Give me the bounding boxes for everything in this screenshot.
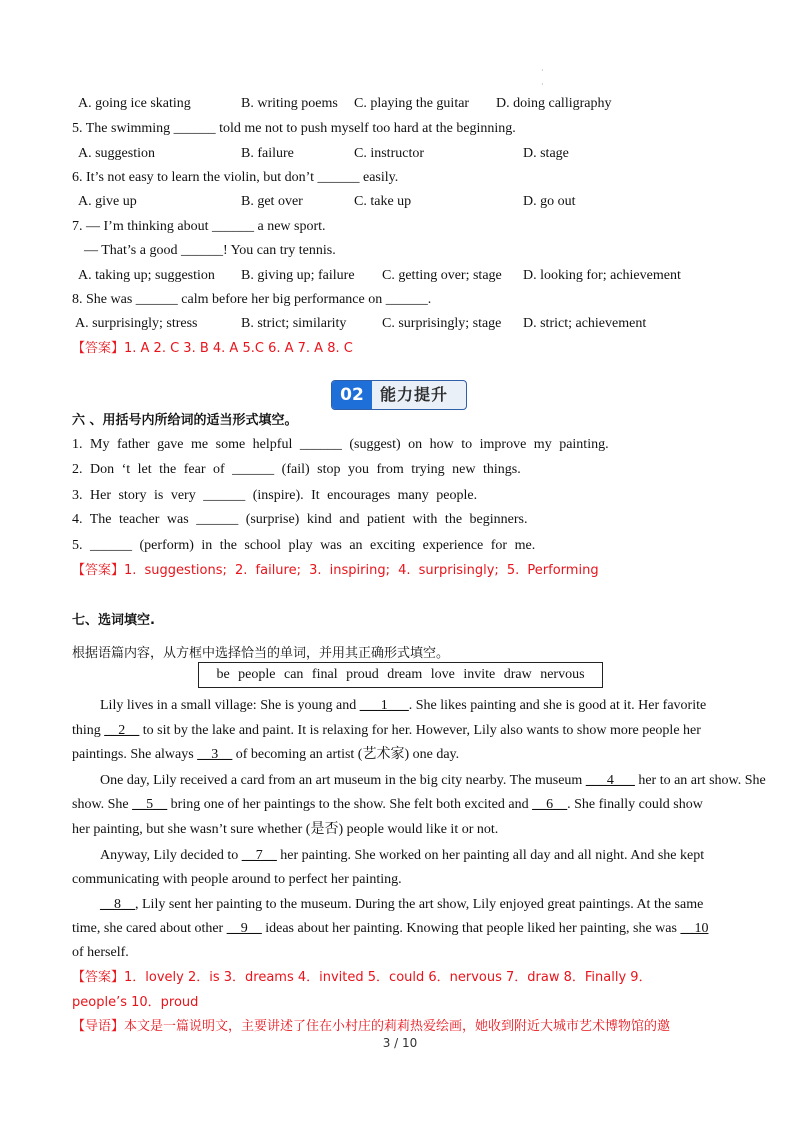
blank-6: __6__ [532,797,568,812]
q6-option-c: C. take up [354,194,412,209]
blank-2: __2__ [104,723,140,738]
section7-answer-cont: people’s 10．proud [72,995,199,1010]
q8-option-b: B. strict; similarity [241,316,347,331]
answer-key-part1: 【答案】1. A 2. C 3. B 4. A 5.C 6. A 7. A 8. C [72,341,353,356]
page-mark: · [541,80,544,89]
badge-number: 02 [332,381,372,409]
q6-option-a: A. give up [78,194,137,209]
q6-option-d: D. go out [523,194,576,209]
passage-line: paintings. She always __3__ of becoming an artist (艺术家) one day. [72,747,460,762]
q7-option-d: D. looking for; achievement [523,268,681,283]
section6-item-5: 5. ______ (perform) in the school play was an exciting experience for me. [72,538,536,553]
passage-line: of herself. [72,945,129,960]
section6-item-3: 3. Her story is very ______ (inspire). It encourages many people. [72,488,478,503]
q4-option-d: D. doing calligraphy [496,96,612,111]
passage-line: Lily lives in a small village: She is young and ___1___. She likes painting and she is good at it. Her favorite [100,698,707,713]
q7-stem-reply: — That’s a good ______! You can try tennis. [84,243,336,258]
blank-4: ___4___ [585,773,635,788]
passage-line: __8__, Lily sent her painting to the museum. During the art show, Lily enjoyed great paintings. At the same [100,897,704,912]
section6-answer: 【答案】1. suggestions; 2. failure; 3. inspiring; 4. surprisingly; 5. Performing [72,563,599,578]
section-badge [331,380,467,410]
passage-line: thing __2__ to sit by the lake and paint. It is relaxing for her. However, Lily also wants to show more people her [72,723,701,738]
passage-line: her painting, but she wasn’t sure whether (是否) people would like it or not. [72,822,499,837]
blank-8: __8__ [100,897,135,912]
badge-title: 能力提升 [380,385,449,404]
section6-item-2: 2. Don ‘t let the fear of ______ (fail) stop you from trying new things. [72,462,521,477]
q7-option-a: A. taking up; suggestion [78,268,215,283]
q7-option-b: B. giving up; failure [241,268,355,283]
passage-line: One day, Lily received a card from an art museum in the big city nearby. The museum ___4___ her to an art show. She [100,773,766,788]
section6-item-4: 4. The teacher was ______ (surprise) kind and patient with the beginners. [72,512,528,527]
section7-title: 七、选词填空. [72,613,155,628]
passage-line: show. She __5__ bring one of her paintings to the show. She felt both excited and __6__. She finally could show [72,797,703,812]
passage-line: communicating with people around to perfect her painting. [72,872,402,887]
q4-option-a: A. going ice skating [78,96,191,111]
q5-option-c: C. instructor [354,146,424,161]
q8-option-d: D. strict; achievement [523,316,647,331]
passage-line: Anyway, Lily decided to __7__ her painting. She worked on her painting all day and all night. And she kept [100,848,705,863]
q6-stem: 6. It’s not easy to learn the violin, but don’t ______ easily. [72,170,399,185]
page-number: 3 / 10 [382,1036,418,1050]
q4-option-c: C. playing the guitar [354,96,470,111]
page-mark: · [541,66,544,75]
blank-10: __10 [680,921,709,936]
q5-option-a: A. suggestion [78,146,155,161]
section7-guide: 【导语】本文是一篇说明文，主要讲述了住在小村庄的莉莉热爱绘画，她收到附近大城市艺术博物馆的邀 [72,1019,671,1034]
q5-option-d: D. stage [523,146,569,161]
q8-option-c: C. surprisingly; stage [382,316,502,331]
q7-option-c: C. getting over; stage [382,268,502,283]
q7-stem: 7. — I’m thinking about ______ a new sport. [72,219,326,234]
q8-option-a: A. surprisingly; stress [75,316,198,331]
word-box: be people can final proud dream love invite draw nervous [198,662,603,688]
passage-line: time, she cared about other __9__ ideas about her painting. Knowing that people liked her painting, she was __10 [72,921,709,936]
section6-title: 六 、用括号内所给词的适当形式填空。 [72,413,298,428]
blank-7: __7__ [241,848,277,863]
section6-item-1: 1. My father gave me some helpful ______ (suggest) on how to improve my painting. [72,437,609,452]
q5-option-b: B. failure [241,146,294,161]
blank-1: ___1___ [359,698,409,713]
section7-answer: 【答案】1．lovely 2．is 3．dreams 4．invited 5．could 6．nervous 7．draw 8．Finally 9． [72,970,652,985]
q4-option-b: B. writing poems [241,96,338,111]
q5-stem: 5. The swimming ______ told me not to push myself too hard at the beginning. [72,121,516,136]
blank-9: __9__ [226,921,262,936]
blank-3: __3__ [197,747,233,762]
section7-instruction: 根据语篇内容，从方框中选择恰当的单词，并用其正确形式填空。 [72,646,450,661]
q6-option-b: B. get over [241,194,303,209]
blank-5: __5__ [132,797,168,812]
q8-stem: 8. She was ______ calm before her big performance on ______. [72,292,432,307]
